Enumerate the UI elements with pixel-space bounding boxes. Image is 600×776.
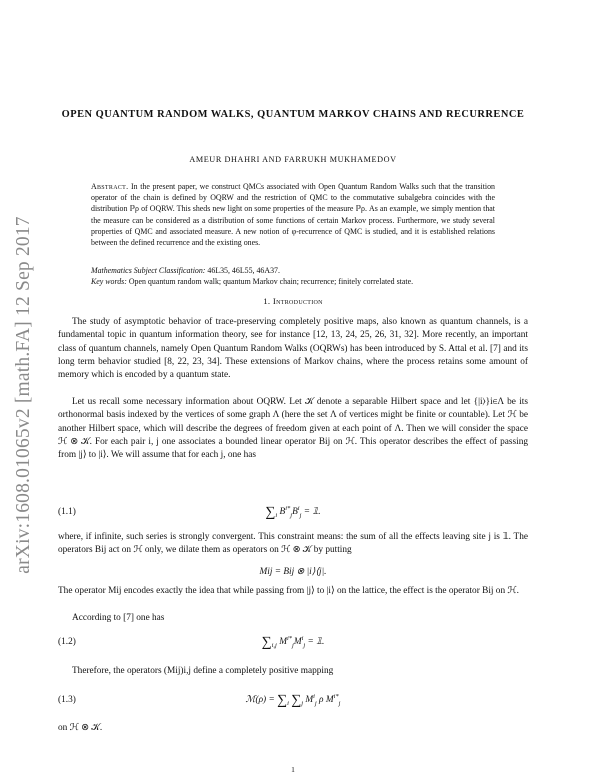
paragraph-1: The study of asymptotic behavior of trace-preserving completely positive maps, also known as quantum channels, is a fundamental topic in quantum information theory, see for instance [12, 13, 24, 25, 26, 31, 32]. More recently, an important class of quantum channels, namely Open Quantum Random Walks (OQRWs) has been introduced by S. Attal et al. [7] and its long term behavior studied [8, 22, 23, 34]. These extensions of Markov chains, where the process retains some amount of memory which is encoded by a quantum state. <box>58 317 528 381</box>
paper-authors: AMEUR DHAHRI AND FARRUKH MUKHAMEDOV <box>189 155 397 164</box>
equation-label: (1.3) <box>58 695 76 705</box>
paragraph-3: where, if infinite, such series is strongly convergent. This constraint means: the sum of all the effects leaving site j is 𝟙. The operators Bij act on ℋ only, we dilate them as operators on ℋ ⊗ 𝒦 by putting <box>58 532 528 556</box>
equation-1-3 <box>58 688 528 714</box>
equation-body: $\sum_i$ $B^{i*}_jB^i_j$ = 𝟙. <box>265 505 321 521</box>
page-number: 1 <box>291 765 295 774</box>
paragraph-4: The operator Mij encodes exactly the idea that while passing from |j⟩ to |i⟩ on the lattice, the effect is the operator Bij on ℋ. <box>58 586 519 596</box>
equation-label: (1.1) <box>58 507 76 517</box>
msc-label: Mathematics Subject Classification: <box>91 266 206 275</box>
abstract <box>91 181 495 248</box>
abstract-text: In the present paper, we construct QMCs associated with Open Quantum Random Walks such that the transition operator of the chain is defined by OQRW and the restriction of QMC to the commutative subalgebra coincides with the distribution ℙρ of OQRW. This sheds new light on some properties of the measure ℙρ. As an example, we simply mention that the measure can be considered as a distribution of some functions of certain Markov process. Furthermore, we study several properties of QMC and associated measure. A new notion of φ-recurrence of QMC is studied, and it is established relations between the defined recurrence and the existing ones. <box>91 182 495 248</box>
equation-label: (1.2) <box>58 637 76 647</box>
equation-body: Mij = Bij ⊗ |i⟩⟨j|. <box>259 567 327 577</box>
paragraph-2: Let us recall some necessary information about OQRW. Let 𝒦 denote a separable Hilbert space and let {|i⟩}i∈Λ be its orthonormal basis indexed by the vertices of some graph Λ (here the set Λ of vertices might be finite or countable). Let ℋ be another Hilbert space, which will describe the degrees of freedom given at each point of Λ. Then we will consider the space ℋ ⊗ 𝒦. For each pair i, j one associates a bounded linear operator Bij on ℋ. This operator describes the effect of passing from |j⟩ to |i⟩. We will assume that for each j, one has <box>58 397 528 461</box>
paragraph-5: According to [7] one has <box>72 613 165 623</box>
equation-body: $\sum_{i,j}$ $M^{i*}_jM^i_j$ = 𝟙. <box>261 635 325 651</box>
equation-body: ℳ(ρ) = $\sum_i$ $\sum_j$ $M^i_j$ ρ $M^{i*}_j$ <box>245 693 341 709</box>
section-heading <box>58 296 528 306</box>
equation-1-1 <box>58 500 528 526</box>
abstract-label: Abstract. <box>91 182 129 191</box>
paragraph-7: on ℋ ⊗ 𝒦. <box>58 723 103 733</box>
msc-value: 46L35, 46L55, 46A37. <box>207 266 280 275</box>
equation-dilation <box>58 561 528 587</box>
classification-block <box>91 265 495 287</box>
paragraph-6: Therefore, the operators (Mij)i,j define a completely positive mapping <box>72 666 334 676</box>
arxiv-stamp-text: arXiv:1608.01065v2 [math.FA] 12 Sep 2017 <box>13 216 34 574</box>
msc-line <box>91 265 495 276</box>
keywords-label: Key words: <box>91 277 127 286</box>
section-title: Introduction <box>272 296 323 306</box>
arxiv-stamp <box>4 160 44 630</box>
section-number: 1. <box>263 296 271 306</box>
keywords-value: Open quantum random walk; quantum Markov chain; recurrence; finitely correlated state. <box>128 277 414 286</box>
equation-1-2 <box>58 630 528 656</box>
paper-title: OPEN QUANTUM RANDOM WALKS, QUANTUM MARKOV CHAINS AND RECURRENCE <box>61 109 525 120</box>
keywords-line <box>91 276 495 287</box>
